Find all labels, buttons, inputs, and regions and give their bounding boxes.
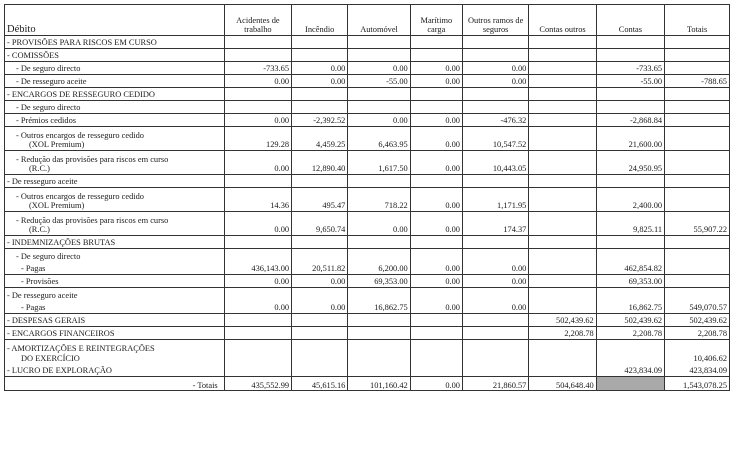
totals-cell: 435,552.99: [224, 376, 291, 390]
row-label-continuation: (R.C.): [29, 164, 50, 174]
table-row: [5, 126, 729, 150]
header-row: [5, 5, 729, 35]
table-row: [5, 326, 729, 339]
row-label-text: - DESPESAS GERAIS: [7, 316, 86, 326]
row-label-text: - ENCARGOS FINANCEIROS: [7, 329, 115, 339]
table-cell: [410, 339, 462, 363]
table-cell: [410, 174, 462, 187]
table-cell: [665, 87, 729, 100]
totals-cell-shaded: [596, 376, 664, 390]
table-cell: [462, 100, 528, 113]
totals-cell: 1,543,078.25: [665, 376, 729, 390]
table-cell: 2,208.78: [529, 326, 596, 339]
table-cell: [529, 300, 596, 313]
table-cell: 1,617.50: [348, 150, 410, 174]
table-cell: 423,834.09: [665, 363, 729, 376]
table-cell: [410, 248, 462, 261]
table-cell: 2,400.00: [596, 187, 664, 211]
table-cell: [224, 248, 291, 261]
table-cell: [292, 339, 348, 363]
row-label: [5, 300, 224, 313]
table-cell: [410, 326, 462, 339]
table-cell: [410, 235, 462, 248]
table-cell: 0.00: [224, 274, 291, 287]
table-body: [5, 35, 729, 390]
table-cell: [410, 363, 462, 376]
table-cell: [529, 48, 596, 61]
table-cell: [462, 235, 528, 248]
table-cell: [462, 363, 528, 376]
table-cell: 129.28: [224, 126, 291, 150]
table-cell: [665, 100, 729, 113]
table-cell: [529, 187, 596, 211]
table-row: [5, 74, 729, 87]
row-label: [5, 113, 224, 126]
table-cell: 502,439.62: [665, 313, 729, 326]
table-cell: [665, 274, 729, 287]
table-cell: [529, 248, 596, 261]
table-cell: 0.00: [462, 74, 528, 87]
table-cell: [665, 261, 729, 274]
table-cell: [224, 174, 291, 187]
table-cell: 0.00: [292, 274, 348, 287]
header-acidentes: Acidentes de trabalho: [224, 5, 291, 35]
row-label: [5, 339, 224, 363]
row-label-text: - Outros encargos de resseguro cedido: [16, 130, 144, 140]
table-cell: -55.00: [348, 74, 410, 87]
table-cell: [410, 100, 462, 113]
table-cell: [596, 87, 664, 100]
row-label-text: - ENCARGOS DE RESSEGURO CEDIDO: [7, 90, 155, 100]
header-contas: Contas: [596, 5, 664, 35]
table-cell: 0.00: [348, 211, 410, 235]
table-cell: [596, 248, 664, 261]
table-cell: [665, 35, 729, 48]
table-cell: [410, 287, 462, 300]
table-cell: [529, 174, 596, 187]
table-cell: [596, 339, 664, 363]
table-cell: [529, 126, 596, 150]
row-label-text: - De resseguro aceite: [7, 177, 78, 187]
table-cell: 9,650.74: [292, 211, 348, 235]
table-cell: [462, 287, 528, 300]
table-cell: 0.00: [410, 61, 462, 74]
table-cell: 69,353.00: [596, 274, 664, 287]
table-cell: 0.00: [224, 150, 291, 174]
header-totais: Totais: [665, 5, 729, 35]
table-cell: 0.00: [462, 300, 528, 313]
table-cell: [529, 61, 596, 74]
table-cell: 16,862.75: [596, 300, 664, 313]
row-label: [5, 61, 224, 74]
row-label: [5, 48, 224, 61]
table-row: [5, 300, 729, 313]
table-cell: [596, 100, 664, 113]
totals-cell: 45,615.16: [292, 376, 348, 390]
table-cell: 502,439.62: [596, 313, 664, 326]
table-cell: [665, 248, 729, 261]
header-automovel: Automóvel: [348, 5, 410, 35]
table-row: [5, 363, 729, 376]
row-label-continuation: DO EXERCÍCIO: [21, 353, 80, 363]
table-row: [5, 187, 729, 211]
row-label-text: - De seguro directo: [16, 103, 81, 113]
table-cell: [292, 235, 348, 248]
row-label: [5, 126, 224, 150]
table-cell: 0.00: [462, 274, 528, 287]
table-cell: 1,171.95: [462, 187, 528, 211]
row-label: [5, 235, 224, 248]
table-cell: [292, 48, 348, 61]
row-label-text: - Prémios cedidos: [16, 116, 77, 126]
table-cell: 2,208.78: [596, 326, 664, 339]
debit-table: [5, 5, 729, 390]
table-cell: [348, 326, 410, 339]
table-cell: 20,511.82: [292, 261, 348, 274]
table-cell: 0.00: [410, 74, 462, 87]
table-cell: -733.65: [596, 61, 664, 74]
table-cell: 6,200.00: [348, 261, 410, 274]
table-cell: 0.00: [224, 211, 291, 235]
table-cell: [292, 100, 348, 113]
table-cell: 0.00: [292, 61, 348, 74]
header-debito: Débito: [5, 5, 224, 35]
table-row: [5, 87, 729, 100]
totals-cell: 101,160.42: [348, 376, 410, 390]
table-cell: 55,907.22: [665, 211, 729, 235]
header-maritimo: Marítimo carga: [410, 5, 462, 35]
table-cell: [292, 363, 348, 376]
table-cell: [665, 235, 729, 248]
table-cell: [348, 35, 410, 48]
table-cell: [665, 174, 729, 187]
table-cell: [348, 235, 410, 248]
table-cell: [224, 235, 291, 248]
table-cell: 0.00: [410, 187, 462, 211]
table-cell: [529, 261, 596, 274]
table-cell: [529, 363, 596, 376]
table-cell: 0.00: [410, 126, 462, 150]
row-label: [5, 187, 224, 211]
table-cell: 0.00: [410, 274, 462, 287]
table-cell: [292, 174, 348, 187]
table-row: [5, 48, 729, 61]
table-cell: [224, 87, 291, 100]
table-cell: 14.36: [224, 187, 291, 211]
table-cell: [462, 339, 528, 363]
table-cell: [529, 211, 596, 235]
table-cell: -2,868.84: [596, 113, 664, 126]
table-cell: [665, 113, 729, 126]
header-contas-outros: Contas outros: [529, 5, 596, 35]
table-cell: [529, 287, 596, 300]
table-cell: [665, 126, 729, 150]
table-cell: 9,825.11: [596, 211, 664, 235]
table-cell: 0.00: [224, 300, 291, 313]
table-row: [5, 235, 729, 248]
table-cell: 0.00: [462, 61, 528, 74]
table-cell: [665, 187, 729, 211]
row-label-continuation: (XOL Premium): [29, 201, 85, 211]
row-label-text: - Outros encargos de resseguro cedido: [16, 191, 144, 201]
table-cell: [224, 100, 291, 113]
table-cell: [292, 313, 348, 326]
table-cell: [348, 313, 410, 326]
table-cell: 6,463.95: [348, 126, 410, 150]
row-label: [5, 287, 224, 300]
table-cell: -733.65: [224, 61, 291, 74]
table-row: [5, 174, 729, 187]
table-cell: [529, 150, 596, 174]
totals-cell: 0.00: [410, 376, 462, 390]
table-cell: [596, 235, 664, 248]
table-cell: [529, 274, 596, 287]
table-cell: -55.00: [596, 74, 664, 87]
table-row: [5, 313, 729, 326]
table-cell: 423,834.09: [596, 363, 664, 376]
table-cell: 24,950.95: [596, 150, 664, 174]
row-label-continuation: (R.C.): [29, 225, 50, 235]
table-cell: 0.00: [410, 150, 462, 174]
table-cell: [596, 48, 664, 61]
table-cell: [224, 35, 291, 48]
table-cell: [224, 313, 291, 326]
row-label: [5, 211, 224, 235]
table-cell: -788.65: [665, 74, 729, 87]
table-cell: 16,862.75: [348, 300, 410, 313]
row-label-text: - Redução das provisões para riscos em curso: [16, 154, 169, 164]
table-row: [5, 150, 729, 174]
table-cell: 462,854.82: [596, 261, 664, 274]
table-cell: 4,459.25: [292, 126, 348, 150]
table-cell: 69,353.00: [348, 274, 410, 287]
header-outros-ramos: Outros ramos de seguros: [462, 5, 528, 35]
table-cell: [348, 174, 410, 187]
row-label-text: - De seguro directo: [16, 251, 81, 261]
table-cell: 12,890.40: [292, 150, 348, 174]
table-cell: 436,143.00: [224, 261, 291, 274]
table-row: [5, 274, 729, 287]
ledger-sheet: [4, 4, 730, 391]
table-row: [5, 35, 729, 48]
table-row: [5, 211, 729, 235]
table-cell: [348, 339, 410, 363]
table-cell: [665, 48, 729, 61]
totals-label: - Totais: [5, 376, 224, 390]
table-cell: 549,070.57: [665, 300, 729, 313]
row-label-text: - COMISSÕES: [7, 51, 59, 61]
table-cell: -476.32: [462, 113, 528, 126]
table-cell: 10,406.62: [665, 339, 729, 363]
table-cell: [224, 326, 291, 339]
table-cell: [596, 287, 664, 300]
table-cell: 10,443.05: [462, 150, 528, 174]
table-cell: [462, 174, 528, 187]
table-cell: 10,547.52: [462, 126, 528, 150]
row-label: [5, 274, 224, 287]
table-cell: [292, 287, 348, 300]
table-cell: [529, 100, 596, 113]
row-label-text: - Pagas: [21, 264, 46, 274]
table-row: [5, 287, 729, 300]
row-label-text: - De resseguro aceite: [16, 77, 87, 87]
row-label-text: - Provisões: [21, 277, 59, 287]
table-row: [5, 339, 729, 363]
header-incendio: Incêndio: [292, 5, 348, 35]
row-label: [5, 248, 224, 261]
table-cell: [292, 35, 348, 48]
table-cell: [462, 87, 528, 100]
row-label: [5, 326, 224, 339]
row-label: [5, 74, 224, 87]
row-label: [5, 35, 224, 48]
row-label: [5, 261, 224, 274]
table-cell: 0.00: [410, 113, 462, 126]
table-cell: [529, 74, 596, 87]
table-row: [5, 248, 729, 261]
row-label: [5, 313, 224, 326]
table-cell: [348, 248, 410, 261]
table-cell: 0.00: [348, 113, 410, 126]
row-label: [5, 87, 224, 100]
table-cell: 0.00: [410, 261, 462, 274]
table-cell: [224, 287, 291, 300]
row-label-text: - Pagas: [21, 303, 46, 313]
table-cell: [224, 48, 291, 61]
table-cell: 718.22: [348, 187, 410, 211]
row-label-text: - LUCRO DE EXPLORAÇÃO: [7, 366, 112, 376]
table-cell: [665, 287, 729, 300]
row-label-text: - De resseguro aceite: [7, 290, 78, 300]
table-cell: -2,392.52: [292, 113, 348, 126]
table-cell: 0.00: [292, 300, 348, 313]
table-cell: [292, 87, 348, 100]
table-cell: 495.47: [292, 187, 348, 211]
row-label-text: - INDEMNIZAÇÕES BRUTAS: [7, 238, 116, 248]
row-label-text: - De seguro directo: [16, 64, 81, 74]
table-cell: 174.37: [462, 211, 528, 235]
table-cell: [224, 339, 291, 363]
row-label-continuation: (XOL Premium): [29, 140, 85, 150]
table-cell: [410, 48, 462, 61]
table-cell: [292, 326, 348, 339]
table-cell: [529, 87, 596, 100]
table-row: [5, 100, 729, 113]
table-row: [5, 261, 729, 274]
table-cell: [665, 61, 729, 74]
table-cell: 2,208.78: [665, 326, 729, 339]
table-cell: 502,439.62: [529, 313, 596, 326]
table-cell: [596, 174, 664, 187]
table-cell: [529, 35, 596, 48]
table-cell: [462, 48, 528, 61]
table-row: [5, 113, 729, 126]
table-cell: [224, 363, 291, 376]
table-cell: [348, 87, 410, 100]
totals-cell: 21,860.57: [462, 376, 528, 390]
table-cell: [529, 113, 596, 126]
table-cell: [292, 248, 348, 261]
table-cell: 0.00: [410, 211, 462, 235]
table-cell: [410, 35, 462, 48]
row-label-text: - AMORTIZAÇÕES E REINTEGRAÇÕES: [7, 344, 155, 354]
totals-row: [5, 376, 729, 390]
row-label: [5, 174, 224, 187]
row-label-text: - PROVISÕES PARA RISCOS EM CURSO: [7, 38, 157, 48]
row-label: [5, 150, 224, 174]
table-cell: [462, 35, 528, 48]
table-cell: [348, 363, 410, 376]
table-cell: 0.00: [348, 61, 410, 74]
table-cell: 0.00: [224, 74, 291, 87]
table-cell: 0.00: [410, 300, 462, 313]
table-cell: [529, 235, 596, 248]
table-cell: [410, 313, 462, 326]
table-cell: [348, 287, 410, 300]
table-cell: 0.00: [462, 261, 528, 274]
table-row: [5, 61, 729, 74]
table-cell: 21,600.00: [596, 126, 664, 150]
table-cell: [462, 313, 528, 326]
table-cell: [665, 150, 729, 174]
totals-cell: 504,648.40: [529, 376, 596, 390]
row-label-text: - Redução das provisões para riscos em curso: [16, 215, 169, 225]
row-label: [5, 100, 224, 113]
table-cell: [348, 100, 410, 113]
table-cell: [529, 339, 596, 363]
table-cell: 0.00: [224, 113, 291, 126]
table-cell: [462, 248, 528, 261]
table-cell: [410, 87, 462, 100]
table-cell: 0.00: [292, 74, 348, 87]
table-cell: [462, 326, 528, 339]
table-cell: [348, 48, 410, 61]
row-label: [5, 363, 224, 376]
table-cell: [596, 35, 664, 48]
